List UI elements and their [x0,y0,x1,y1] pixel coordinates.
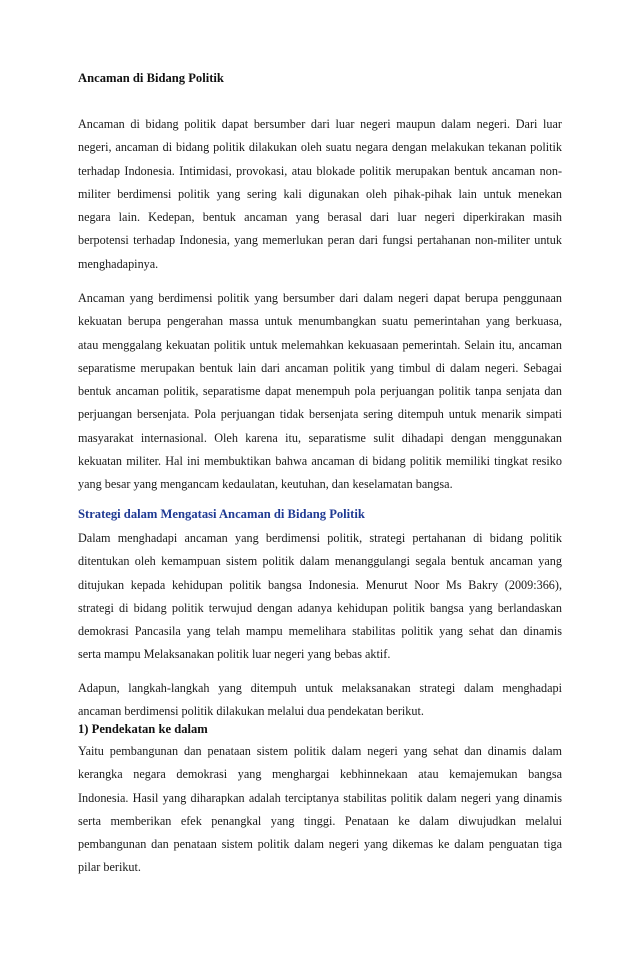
subsection-heading-pendekatan: 1) Pendekatan ke dalam [78,722,208,736]
paragraph-line: yang besar yang mengancam kedaulatan, keutuhan, dan keselamatan bangsa. [78,477,453,492]
section-heading-strategi: Strategi dalam Mengatasi Ancaman di Bidang Politik [78,507,365,521]
paragraph-line: strategi di bidang politik terwujud dengan adanya kehidupan politik bangsa yang berlandaskan [78,600,562,615]
paragraph-4 [78,677,562,724]
paragraph-line: berpotensi terhadap Indonesia, yang memerlukan peran dari fungsi pertahanan non-militer untuk [78,233,562,248]
section-heading-ancaman-politik: Ancaman di Bidang Politik [78,71,224,85]
paragraph-line: kerangka negara demokrasi yang menghargai kebhinnekaan atau kemajemukan bangsa [78,767,562,782]
paragraph-line: bentuk ancaman politik, separatisme dapat menempuh pola perjuangan politik tanpa senjata dan [78,384,562,399]
paragraph-line: kekuatan militer. Hal ini membuktikan bahwa ancaman di bidang politik memiliki tingkat resiko [78,454,562,469]
paragraph-line: Yaitu pembangunan dan penataan sistem politik dalam negeri yang sehat dan dinamis dalam [78,744,562,758]
paragraph-line: negeri, ancaman di bidang politik dilakukan oleh suatu negara dengan melakukan tekanan politik [78,140,562,155]
paragraph-line: masyarakat internasional. Oleh karena itu, separatisme sulit dihadapi dengan menggunakan [78,430,562,445]
paragraph-2 [78,287,562,497]
paragraph-line: pilar berikut. [78,860,141,875]
paragraph-line: negara lain. Kedepan, bentuk ancaman yang berasal dari luar negeri diperkirakan masih [78,210,562,225]
paragraph-line: ancaman berdimensi politik dilakukan melalui dua pendekatan berikut. [78,704,424,719]
paragraph-line: atau menggalang kekuatan politik untuk melemahkan kekuasaan pemerintah. Selain itu, ancaman [78,337,562,352]
paragraph-line: Ancaman yang berdimensi politik yang bersumber dari dalam negeri dapat berupa penggunaan [78,291,562,305]
paragraph-line: menghadapinya. [78,256,159,271]
paragraph-line: ditujukan kepada kehidupan politik bangsa Indonesia. Menurut Noor Ms Bakry (2009:366), [78,577,562,592]
paragraph-line: serta memberikan efek penangkal yang tinggi. Penataan ke dalam diwujudkan melalui [78,813,562,828]
paragraph-line: demokrasi Pancasila yang telah mampu memelihara stabilitas politik yang sehat dan dinamis [78,624,562,639]
paragraph-line: Indonesia. Hasil yang diharapkan adalah terciptanya stabilitas politik dalam negeri yang dinamis [78,790,562,805]
paragraph-line: terhadap Indonesia. Intimidasi, provokasi, atau blokade politik merupakan bentuk ancaman non- [78,163,562,178]
paragraph-1 [78,113,562,276]
paragraph-line: pembangunan dan penataan sistem politik dalam negeri yang dikemas ke dalam penguatan tiga [78,837,562,852]
paragraph-5 [78,740,562,880]
paragraph-line: Dalam menghadapi ancaman yang berdimensi politik, strategi pertahanan di bidang politik [78,531,562,545]
paragraph-line: serta mampu Melaksanakan politik luar negeri yang bebas aktif. [78,647,391,662]
paragraph-line: ditentukan oleh kemampuan sistem politik dalam menanggulangi segala bentuk ancaman yang [78,554,562,569]
paragraph-line: perjuangan bersenjata. Pola perjuangan tidak bersenjata sering ditempuh untuk menarik simpati [78,407,562,422]
paragraph-line: militer berdimensi politik yang sering kali digunakan oleh pihak-pihak lain untuk menekan [78,186,562,201]
paragraph-line: Adapun, langkah-langkah yang ditempuh untuk melaksanakan strategi dalam menghadapi [78,681,562,695]
paragraph-line: Ancaman di bidang politik dapat bersumber dari luar negeri maupun dalam negeri. Dari luar [78,117,562,131]
paragraph-3 [78,527,562,667]
paragraph-line: separatisme merupakan bentuk lain dari ancaman politik yang timbul di dalam negeri. Sebagai [78,360,562,375]
paragraph-line: kekuatan berupa pengerahan massa untuk menumbangkan suatu pemerintahan yang berkuasa, [78,314,562,329]
